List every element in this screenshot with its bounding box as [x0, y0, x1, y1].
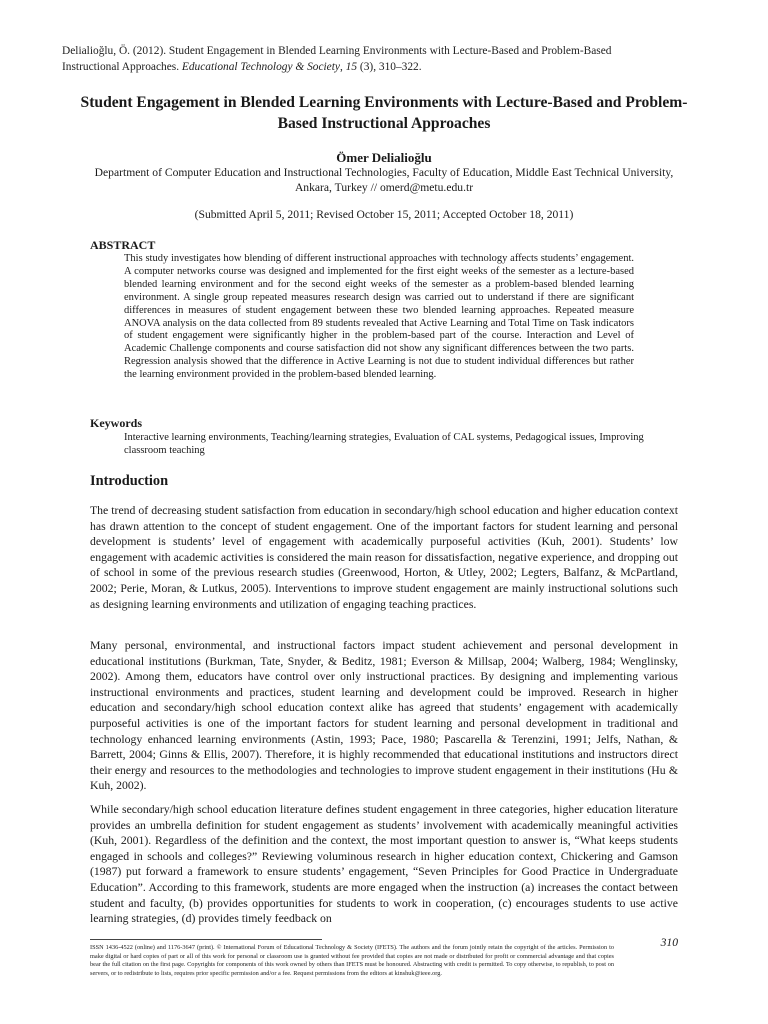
paper-title: Student Engagement in Blended Learning Environments with Lecture-Based and Problem-Based Instructional Approaches — [80, 94, 688, 132]
submission-dates: (Submitted April 5, 2011; Revised October 15, 2011; Accepted October 18, 2011) — [194, 208, 574, 221]
citation-separator: , — [339, 61, 346, 73]
keywords-heading: Keywords — [90, 416, 142, 430]
page-number: 310 — [660, 936, 678, 949]
copyright-footnote: ISSN 1436-4522 (online) and 1176-3647 (print). © International Forum of Educational Technology & Society (IFETS). The authors and the forum jointly retain the copyright of the articles. Permission to make digital or hard copies of part or all of this work for personal or classroom use is granted without fee provided that copies are not made or distributed for profit or commercial advantage and that copies bear the full citation on the first page. Copyrights for components of this work owned by others than IFETS must be honoured. Abstracting with credit is permitted. To copy otherwise, to republish, to post on servers, or to redistribute to lists, requires prior specific permission and/or a fee. Request permissions from the editors at kinshuk@ieee.org. — [90, 944, 614, 977]
abstract-text: This study investigates how blending of different instructional approaches with technology affects students’ engagement. A computer networks course was designed and implemented for the first eight weeks of the semester as a lecture-based blended learning environment and for the second eight weeks of the semester as a problem-based blended learning environment. A single group repeated measures research design was carried out to understand if there are significant differences in measures of student engagement between these two blended learning approaches. Repeated measure ANOVA analysis on the data collected from 89 students revealed that Active Learning and Total Time on Task indicators of student engagement were significantly higher in the problem-based part of the course. Interaction and Level of Academic Challenge components and course satisfaction did not show any significant differences between the two parts. Regression analysis showed that the difference in Active Learning is not due to student individual differences but rather the learning environment provided in the problem-based blended learning. — [124, 253, 634, 381]
abstract-heading: ABSTRACT — [90, 238, 156, 252]
footnote-divider — [90, 939, 322, 940]
citation-line-1: Delialioğlu, Ö. (2012). Student Engagement in Blended Learning Environments with Lecture-Based and Problem-Based — [62, 45, 612, 57]
citation-title-end: Instructional Approaches. — [62, 61, 182, 73]
author-affiliation: Department of Computer Education and Instructional Technologies, Faculty of Education, Middle East Technical University, Ankara, Turkey // omerd@metu.edu.tr — [94, 166, 674, 194]
citation-header — [62, 43, 622, 75]
citation-line-2 — [62, 59, 622, 75]
citation-issue-pages: (3), 310–322. — [357, 61, 422, 73]
introduction-heading: Introduction — [90, 473, 169, 489]
introduction-paragraph: The trend of decreasing student satisfaction from education in secondary/high school education and higher education context has drawn attention to the concept of student engagement. One of the important factors for student learning and personal development is students’ level of engagement with academically purposeful activities (Kuh, 2001). Students’ low engagement with academic activities is considered the main reason for dissatisfaction, negative experience, and dropping out of school in some of the previous research studies (Greenwood, Horton, & Utley, 2002; Legters, Balfanz, & McPartland, 2002; Perie, Moran, & Lutkus, 2005). Interventions to improve student engagement are mainly instructional solutions such as designing learning environments and utilization of engaging teaching practices. — [90, 504, 678, 611]
citation-volume: 15 — [345, 61, 358, 73]
introduction-paragraph: Many personal, environmental, and instructional factors impact student achievement and personal development in educational institutions (Burkman, Tate, Snyder, & Beditz, 1981; Everson & Millsap, 2004; Walberg, 1984; Wenglinsky, 2002). Among them, educators have control over only instructional practices. By designing and implementing various instructional environments and practices, student learning and development could be improved. Research in higher education and secondary/high school education context alike has agreed that students’ engagement with academically purposeful activities is one of the important factors for student learning and personal development in traditional and technology enhanced learning environments (Astin, 1993; Pace, 1980; Pascarella & Terenzini, 1991; Jelfs, Nathan, & Barrett, 2004; Ginns & Ellis, 2007). Therefore, it is highly recommended that educational institutions and instructors direct their energy and resources to the methodologies and technologies to improve student engagement in their institutions (Hu & Kuh, 2002). — [90, 639, 678, 793]
author-name: Ömer Delialioğlu — [336, 150, 432, 165]
keywords-text: Interactive learning environments, Teaching/learning strategies, Evaluation of CAL systems, Pedagogical issues, Improving classroom teaching — [124, 432, 644, 456]
introduction-paragraph: While secondary/high school education literature defines student engagement in three categories, higher education literature provides an umbrella definition for student engagement as students’ involvement with academically meaningful activities (Kuh, 2001). Regardless of the definition and the context, the most important question to answer is, “What keeps students engaged in schools and colleges?” Reviewing voluminous research in higher education context, Chickering and Gamson (1987) put forward a framework to ensure students’ engagement, “Seven Principles for Good Practice in Undergraduate Education”. According to this framework, students are more engaged when the instruction (a) increases the contact between student and faculty, (b) provides opportunities for students to work in cooperation, (c) encourages students to use active learning strategies, (d) provides timely feedback on — [90, 803, 678, 926]
citation-journal: Educational Technology & Society — [181, 61, 340, 73]
